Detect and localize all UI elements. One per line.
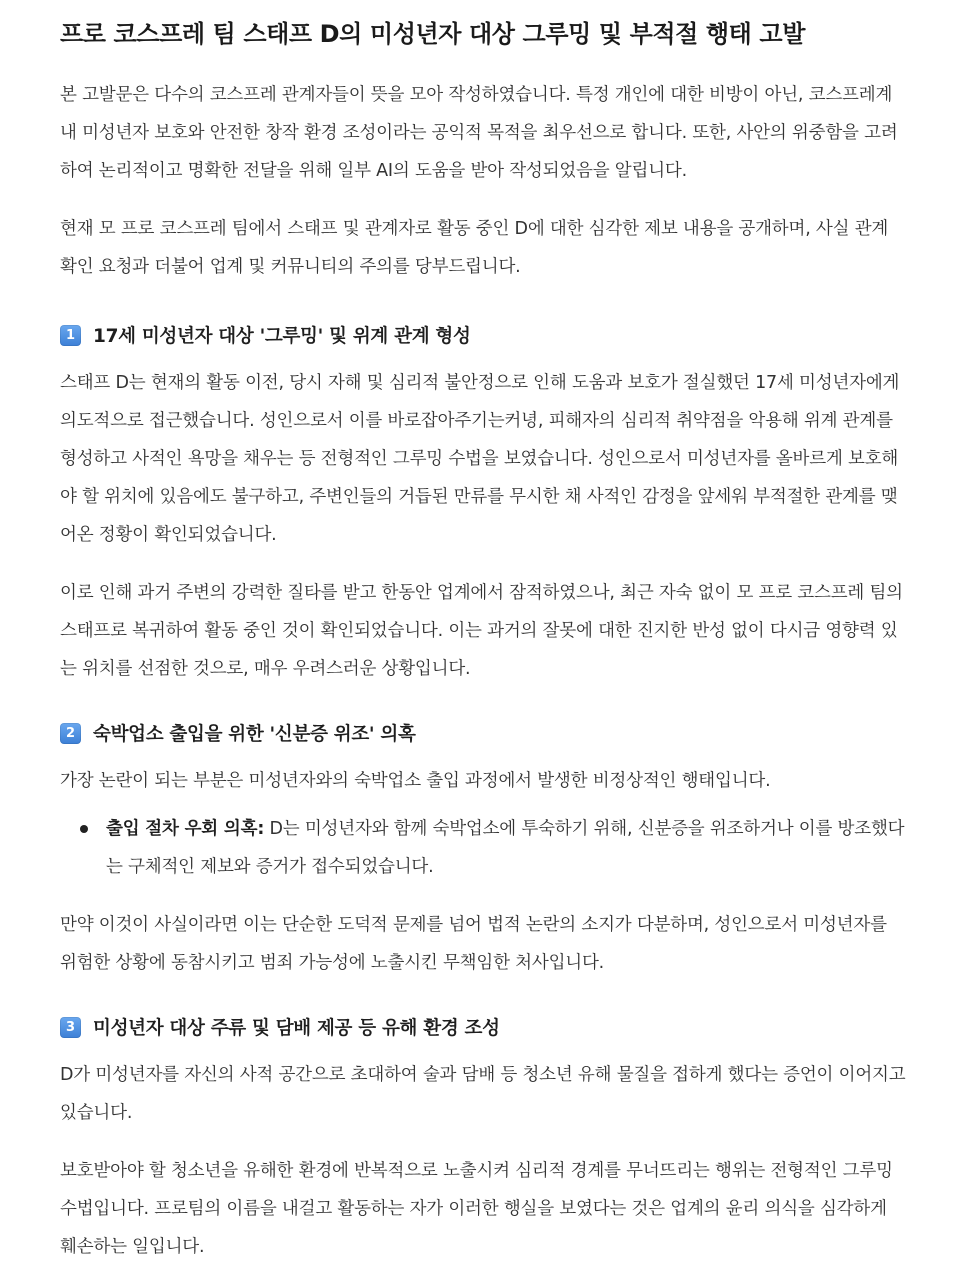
section-title: 미성년자 대상 주류 및 담배 제공 등 유해 환경 조성 xyxy=(93,1018,500,1039)
section-heading xyxy=(60,318,906,352)
section-paragraph: 만약 이것이 사실이라면 이는 단순한 도덕적 문제를 넘어 법적 논란의 소지가 다분하며, 성인으로서 미성년자를 위험한 상황에 동참시키고 범죄 가능성에 노출시킨 무책임한 처사입니다. xyxy=(60,915,887,973)
section-paragraph: 가장 논란이 되는 부분은 미성년자와의 숙박업소 출입 과정에서 발생한 비정상적인 행태입니다. xyxy=(60,771,771,791)
section-title: 17세 미성년자 대상 '그루밍' 및 위계 관계 형성 xyxy=(93,326,471,347)
keycap-number-one-icon: 1 xyxy=(60,325,81,346)
keycap-number-two-icon: 2 xyxy=(60,723,81,744)
section-title: 숙박업소 출입을 위한 '신분증 위조' 의혹 xyxy=(93,724,416,745)
section-paragraph: 이로 인해 과거 주변의 강력한 질타를 받고 한동안 업계에서 잠적하였으나, 최근 자숙 없이 모 프로 코스프레 팀의 스태프로 복귀하여 활동 중인 것이 확인되었습니다. 이는 과거의 잘못에 대한 진지한 반성 없이 다시금 영향력 있는 위치를 선점한 것으로, 매우 우려스러운 상황입니다. xyxy=(60,583,903,679)
bullet-icon xyxy=(80,825,88,833)
intro-paragraph: 현재 모 프로 코스프레 팀에서 스태프 및 관계자로 활동 중인 D에 대한 심각한 제보 내용을 공개하며, 사실 관계 확인 요청과 더불어 업계 및 커뮤니티의 주의를 당부드립니다. xyxy=(60,219,889,277)
section-heading xyxy=(60,716,906,750)
bullet-text: D는 미성년자와 함께 숙박업소에 투숙하기 위해, 신분증을 위조하거나 이를 방조했다는 구체적인 제보와 증거가 접수되었습니다. xyxy=(106,819,905,877)
page-title: 프로 코스프레 팀 스태프 D의 미성년자 대상 그루밍 및 부적절 행태 고발 xyxy=(60,20,805,48)
intro-paragraph: 본 고발문은 다수의 코스프레 관계자들이 뜻을 모아 작성하였습니다. 특정 개인에 대한 비방이 아닌, 코스프레계 내 미성년자 보호와 안전한 창작 환경 조성이라는 공익적 목적을 최우선으로 합니다. 또한, 사안의 위중함을 고려하여 논리적이고 명확한 전달을 위해 일부 AI의 도움을 받아 작성되었음을 알립니다. xyxy=(60,85,898,181)
section-paragraph: D가 미성년자를 자신의 사적 공간으로 초대하여 술과 담배 등 청소년 유해 물질을 접하게 했다는 증언이 이어지고 있습니다. xyxy=(60,1065,906,1123)
bullet-list xyxy=(60,810,906,886)
keycap-number-three-icon: 3 xyxy=(60,1017,81,1038)
list-item xyxy=(106,810,906,886)
section-paragraph: 스태프 D는 현재의 활동 이전, 당시 자해 및 심리적 불안정으로 인해 도움과 보호가 절실했던 17세 미성년자에게 의도적으로 접근했습니다. 성인으로서 이를 바로잡아주기는커녕, 피해자의 심리적 취약점을 악용해 위계 관계를 형성하고 사적인 욕망을 채우는 등 전형적인 그루밍 수법을 보였습니다. 성인으로서 미성년자를 올바르게 보호해야 할 위치에 있음에도 불구하고, 주변인들의 거듭된 만류를 무시한 채 사적인 감정을 앞세워 부적절한 관계를 맺어온 정황이 확인되었습니다. xyxy=(60,373,900,545)
section-heading xyxy=(60,1010,906,1044)
section-paragraph: 보호받아야 할 청소년을 유해한 환경에 반복적으로 노출시켜 심리적 경계를 무너뜨리는 행위는 전형적인 그루밍 수법입니다. 프로팀의 이름을 내걸고 활동하는 자가 이러한 행실을 보였다는 것은 업계의 윤리 의식을 심각하게 훼손하는 일입니다. xyxy=(60,1161,893,1257)
bullet-label: 출입 절차 우회 의혹: xyxy=(106,819,265,839)
